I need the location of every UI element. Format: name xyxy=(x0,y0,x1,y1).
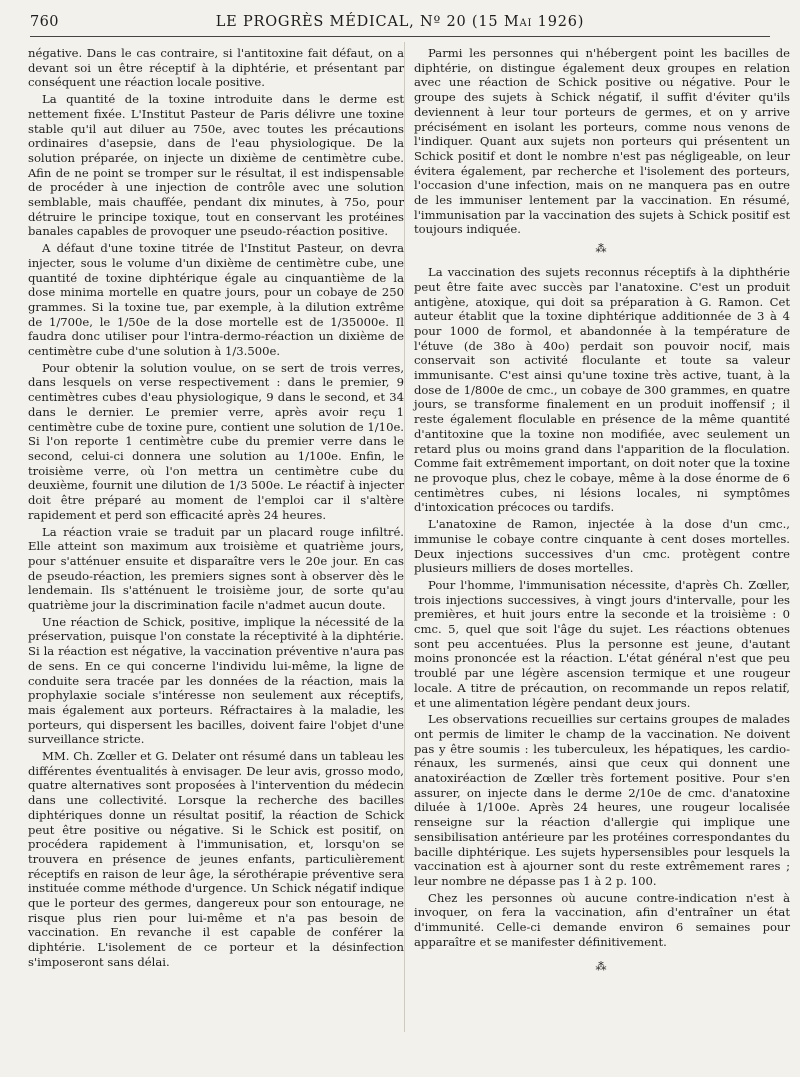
paragraph: MM. Ch. Zœller et G. Delater ont résumé dans un tableau les différentes éventualités à envisager. De leur avis, grosso modo, quatre alternatives sont proposées à l'intervention du médecin dans une collectivité. Lorsque la recherche des bacilles diphtériques donne un résultat positif, la réaction de Schick peut être positive ou négative. Si le Schick est positif, on procédera rapidement à l'immunisation, et, lorsqu'on se trouvera en présence de jeunes enfants, particulièrement réceptifs en raison de leur âge, la sérothérapie préventive sera instituée comme méthode d'urgence. Un Schick négatif indique que le porteur des germes, dangereux pour son entourage, ne risque plus rien pour lui-même et n'a pas besoin de vaccination. En revanche il est capable de conférer la diphtérie. L'isolement de ce porteur et la désinfection s'imposeront sans délai. xyxy=(28,749,404,969)
paragraph: La quantité de la toxine introduite dans le derme est nettement fixée. L'Institut Pasteur de Paris délivre une toxine stable qu'il aut diluer au 750e, avec toutes les précautions ordinaires d'asepsie, dans de l'eau physiologique. De la solution préparée, on injecte un dixième de centimètre cube. Afin de ne point se tromper sur le résultat, il est indispensable de procéder à une injection de contrôle avec une solution semblable, mais chauffée, pendant dix minutes, à 75o, pour détruire le principe toxique, tout en conservant les protéines banales capables de provoquer une pseudo-réaction positive. xyxy=(28,92,404,239)
paragraph: Parmi les personnes qui n'hébergent point les bacilles de diphtérie, on distingue également deux groupes en relation avec une réaction de Schick positive ou négative. Pour le groupe des sujets à Schick négatif, il suffit d'éviter qu'ils deviennent à leur tour porteurs de germes, et on y arrive précisément en isolant les porteurs, comme nous venons de l'indiquer. Quant aux sujets non porteurs qui présentent un Schick positif et dont le nombre n'est pas négligeable, on leur évitera également, par recherche et l'isolement des porteurs, l'occasion d'une infection, mais on ne manquera pas en outre de les immuniser lentement par la vaccination. En résumé, l'immunisation par la vaccination des sujets à Schick positif est toujours indiquée. xyxy=(414,46,790,237)
section-separator: ⁂ xyxy=(595,242,609,256)
page-header xyxy=(30,10,770,34)
running-title: LE PROGRÈS MÉDICAL, Nº 20 (15 Mai 1926) xyxy=(215,14,585,30)
paragraph: Pour l'homme, l'immunisation nécessite, d'après Ch. Zœller, trois injections successives, à vingt jours d'intervalle, pour les premières, et huit jours entre la seconde et la troisième : 0 cmc. 5, quel que soit l'âge du sujet. Les réactions obtenues sont peu accentuées. Plus la personne est jeune, d'autant moins prononcée est la réaction. L'état général n'est que peu troublé par une légère ascension termique et une rougeur locale. A titre de précaution, on recommande un repos relatif, et une alimentation légère pendant deux jours. xyxy=(414,577,790,710)
paragraph: Chez les personnes où aucune contre-indication n'est à invoquer, on fera la vaccination, afin d'entraîner un état d'immunité. Celle-ci demande environ 6 semaines pour apparaître et se manifester définitivement. xyxy=(414,890,790,949)
paragraph: négative. Dans le cas contraire, si l'antitoxine fait défaut, on a devant soi un être réceptif à la diphtérie, et présentant par conséquent une réaction locale positive. xyxy=(28,46,404,90)
page-number: 760 xyxy=(30,14,59,30)
right-column xyxy=(414,46,790,983)
paragraph: Une réaction de Schick, positive, implique la nécessité de la préservation, puisque l'on constate la réceptivité à la diphtérie. Si la réaction est négative, la vaccination préventive n'aura pas de sens. En ce qui concerne l'individu lui-même, la ligne de conduite sera tracée par les données de la réaction, mais la prophylaxie sociale s'intéresse non seulement aux réceptifs, mais également aux porteurs. Réfractaires à la maladie, les porteurs, qui dispersent les bacilles, doivent faire l'objet d'une surveillance stricte. xyxy=(28,614,404,747)
section-separator-end: ⁂ xyxy=(595,960,609,974)
paragraph: La réaction vraie se traduit par un placard rouge infiltré. Elle atteint son maximum aux troisième et quatrième jours, pour s'atténuer ensuite et disparaître vers le 20e jour. En cas de pseudo-réaction, les premiers signes sont à observer dès le lendemain. Ils s'atténuent le troisième jour, de sorte qu'au quatrième jour la discrimination facile n'admet aucun doute. xyxy=(28,524,404,613)
paragraph: Pour obtenir la solution voulue, on se sert de trois verres, dans lesquels on verse respectivement : dans le premier, 9 centimètres cubes d'eau physiologique, 9 dans le second, et 34 dans le dernier. Le premier verre, après avoir reçu 1 centimètre cube de toxine pure, contient une solution de 1/10e. Si l'on reporte 1 centimètre cube du premier verre dans le second, celui-ci donnera une solution au 1/100e. Enfin, le troisième verre, où l'on mettra un centimètre cube du deuxième, fournit une dilution de 1/3 500e. Le réactif à injecter doit être préparé au moment de l'emploi car il s'altère rapidement et perd son efficacité après 24 heures. xyxy=(28,360,404,522)
paragraph: L'anatoxine de Ramon, injectée à la dose d'un cmc., immunise le cobaye contre cinquante à cent doses mortelles. Deux injections successives d'un cmc. protègent contre plusieurs milliers de doses mortelles. xyxy=(414,517,790,576)
paragraph: La vaccination des sujets reconnus réceptifs à la diphthérie peut être faite avec succès par l'anatoxine. C'est un produit antigène, atoxique, qui doit sa préparation à G. Ramon. Cet auteur établit que la toxine diphtérique additionnée de 3 à 4 pour 1000 de formol, et abandonnée à la température de l'étuve (de 38o à 40o) perdait son pouvoir nocif, mais conservait son activité floculante et toute sa valeur immunisante. C'est ainsi qu'une toxine très active, tuant, à la dose de 1/800e de cmc., un cobaye de 300 grammes, en quatre jours, se transforme finalement en un produit inoffensif ; il reste également floculable en présence de la même quantité d'antitoxine que la toxine non modifiée, avec seulement un retard plus ou moins grand dans l'apparition de la floculation. Comme fait extrêmement important, on doit noter que la toxine ne provoque plus, chez le cobaye, même à la dose énorme de 6 centimètres cubes, ni lésions locales, ni symptômes d'intoxication précoces ou tardifs. xyxy=(414,265,790,515)
left-column xyxy=(28,46,404,972)
header-rule xyxy=(30,36,770,37)
paragraph: A défaut d'une toxine titrée de l'Institut Pasteur, on devra injecter, sous le volume d'un dixième de centimètre cube, une quantité de toxine diphtérique égale au cinquantième de la dose minima mortelle en quatre jours, pour un cobaye de 250 grammes. Si la toxine tue, par exemple, à la dilution extrême de 1/700e, le 1/50e de la dose mortelle est de 1/35000e. Il faudra donc utiliser pour l'intra-dermo-réaction un dixième de centimètre cube d'une solution à 1/3.500e. xyxy=(28,241,404,359)
column-gutter xyxy=(404,42,405,1032)
paragraph: Les observations recueillies sur certains groupes de malades ont permis de limiter le champ de la vaccination. Ne doivent pas y être soumis : les tuberculeux, les hépatiques, les cardio-rénaux, les surmenés, ainsi que ceux qui donnent une anatoxiréaction de Zœller très fortement positive. Pour s'en assurer, on injecte dans le derme 2/10e de cmc. d'anatoxine diluée à 1/100e. Après 24 heures, une rougeur localisée renseigne sur la réaction d'allergie qui implique une sensibilisation antérieure par les protéines correspondantes du bacille diphtérique. Les sujets hypersensibles pour lesquels la vaccination est à ajourner sont du reste extrêmement rares ; leur nombre ne dépasse pas 1 à 2 p. 100. xyxy=(414,712,790,888)
